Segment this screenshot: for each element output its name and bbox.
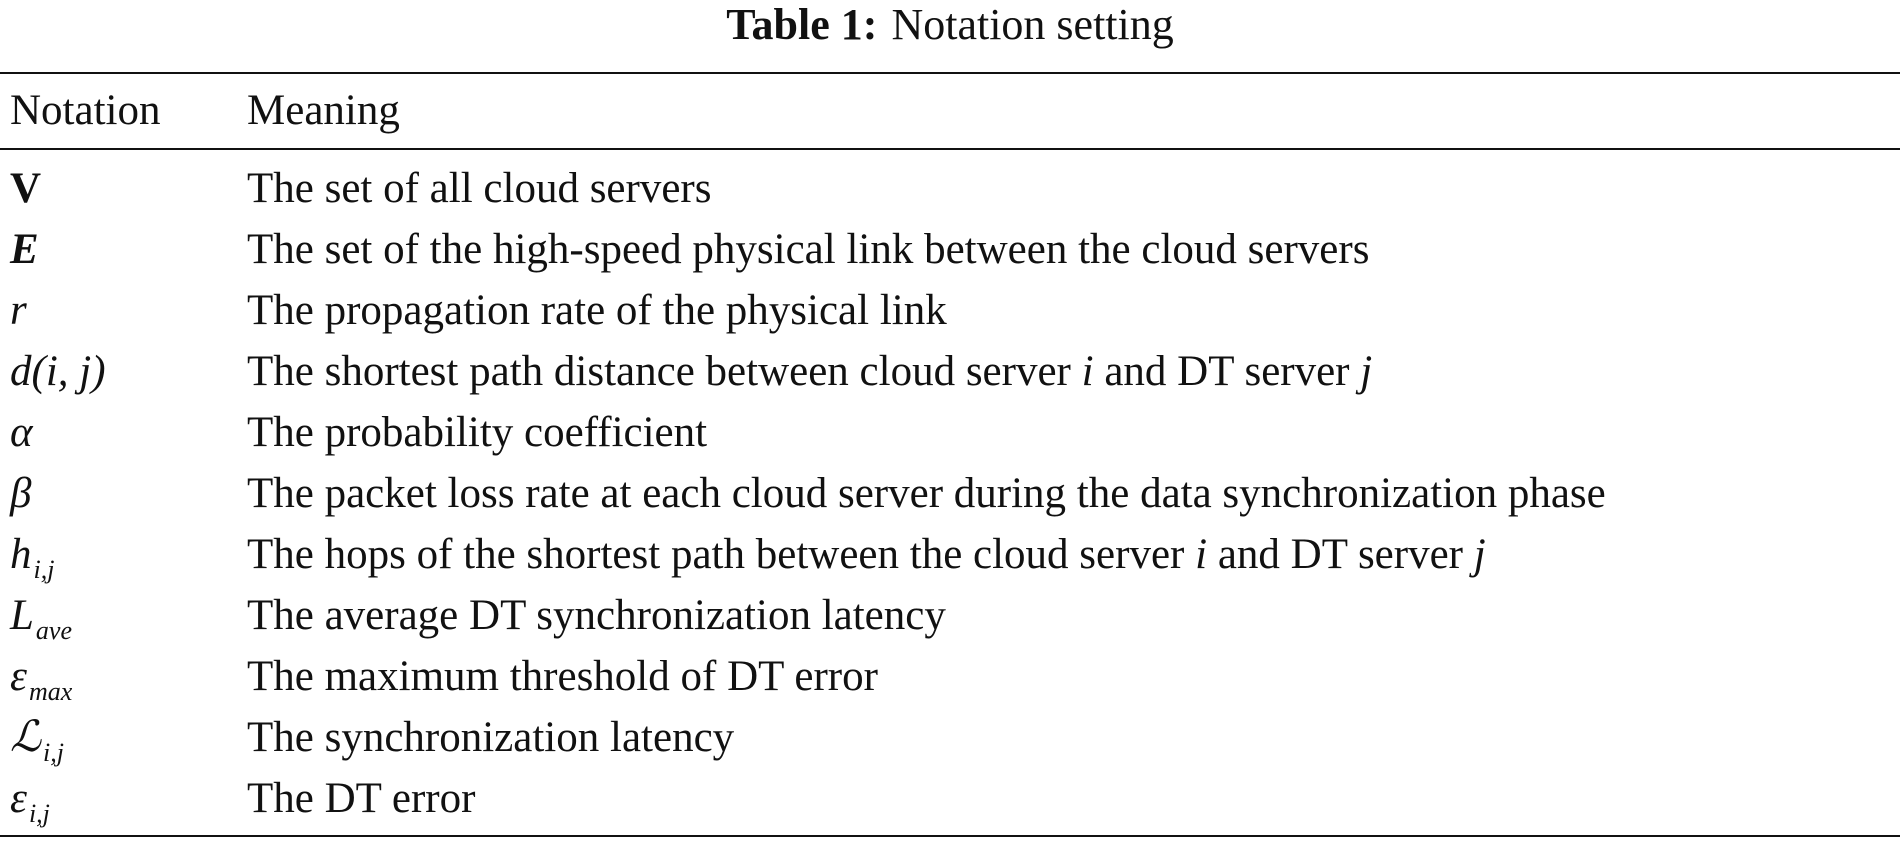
notation-symbol: ε [10, 775, 27, 822]
meaning-text: The hops of the shortest path between the cloud server [247, 531, 1196, 578]
meaning-text: and DT server [1207, 531, 1474, 578]
caption-label: Table 1: [726, 0, 878, 49]
meaning-cell: The maximum threshold of DT error [247, 653, 878, 700]
caption-title: Notation setting [891, 0, 1174, 49]
header-meaning: Meaning [247, 87, 400, 134]
meaning-cell: The packet loss rate at each cloud server during the data synchronization phase [247, 470, 1606, 517]
table-row [0, 646, 1900, 707]
notation-cell [10, 768, 240, 844]
table-row [0, 280, 1900, 341]
table-row [0, 707, 1900, 768]
meaning-cell [247, 341, 1887, 402]
table-bottom-rule [0, 835, 1900, 837]
table-row [0, 402, 1900, 463]
meaning-cell: The average DT synchronization latency [247, 592, 946, 639]
notation-subscript: max [28, 677, 73, 706]
table-row [0, 463, 1900, 524]
meaning-cell: The DT error [247, 775, 476, 822]
meaning-cell [247, 524, 1887, 585]
table-header-rule [0, 148, 1900, 150]
meaning-text: The shortest path distance between cloud server [247, 348, 1082, 395]
table-row [0, 585, 1900, 646]
table-row [0, 341, 1900, 402]
notation-symbol: ε [10, 653, 27, 700]
table-row [0, 219, 1900, 280]
notation-symbol: L [10, 592, 34, 639]
meaning-text: and DT server [1093, 348, 1361, 395]
notation-subscript: i,j [28, 799, 50, 828]
notation-cell: β [10, 470, 32, 517]
table-body [0, 158, 1900, 829]
notation-subscript: ave [35, 616, 73, 645]
meaning-variable: i [1081, 348, 1094, 395]
meaning-variable: j [1360, 348, 1373, 395]
notation-subscript: i,j [42, 738, 64, 767]
meaning-cell: The probability coefficient [247, 409, 708, 456]
notation-subscript: i,j [33, 555, 55, 584]
table-header-row [0, 74, 1900, 148]
table-row [0, 524, 1900, 585]
notation-symbol: h [10, 531, 32, 578]
meaning-cell: The propagation rate of the physical link [247, 287, 947, 334]
notation-cell: E [10, 226, 39, 273]
notation-cell: α [10, 409, 33, 456]
meaning-variable: i [1195, 531, 1208, 578]
notation-symbol: ℒ [10, 714, 41, 761]
meaning-cell: The set of the high-speed physical link between the cloud servers [247, 226, 1370, 273]
table-row [0, 158, 1900, 219]
table-row [0, 768, 1900, 829]
header-notation: Notation [10, 87, 161, 134]
notation-cell: r [10, 287, 27, 334]
notation-cell: V [10, 165, 42, 212]
meaning-cell: The set of all cloud servers [247, 165, 712, 212]
notation-cell: d(i, j) [10, 348, 106, 395]
meaning-variable: j [1473, 531, 1486, 578]
table-caption [0, 0, 1900, 50]
meaning-cell: The synchronization latency [247, 714, 735, 761]
